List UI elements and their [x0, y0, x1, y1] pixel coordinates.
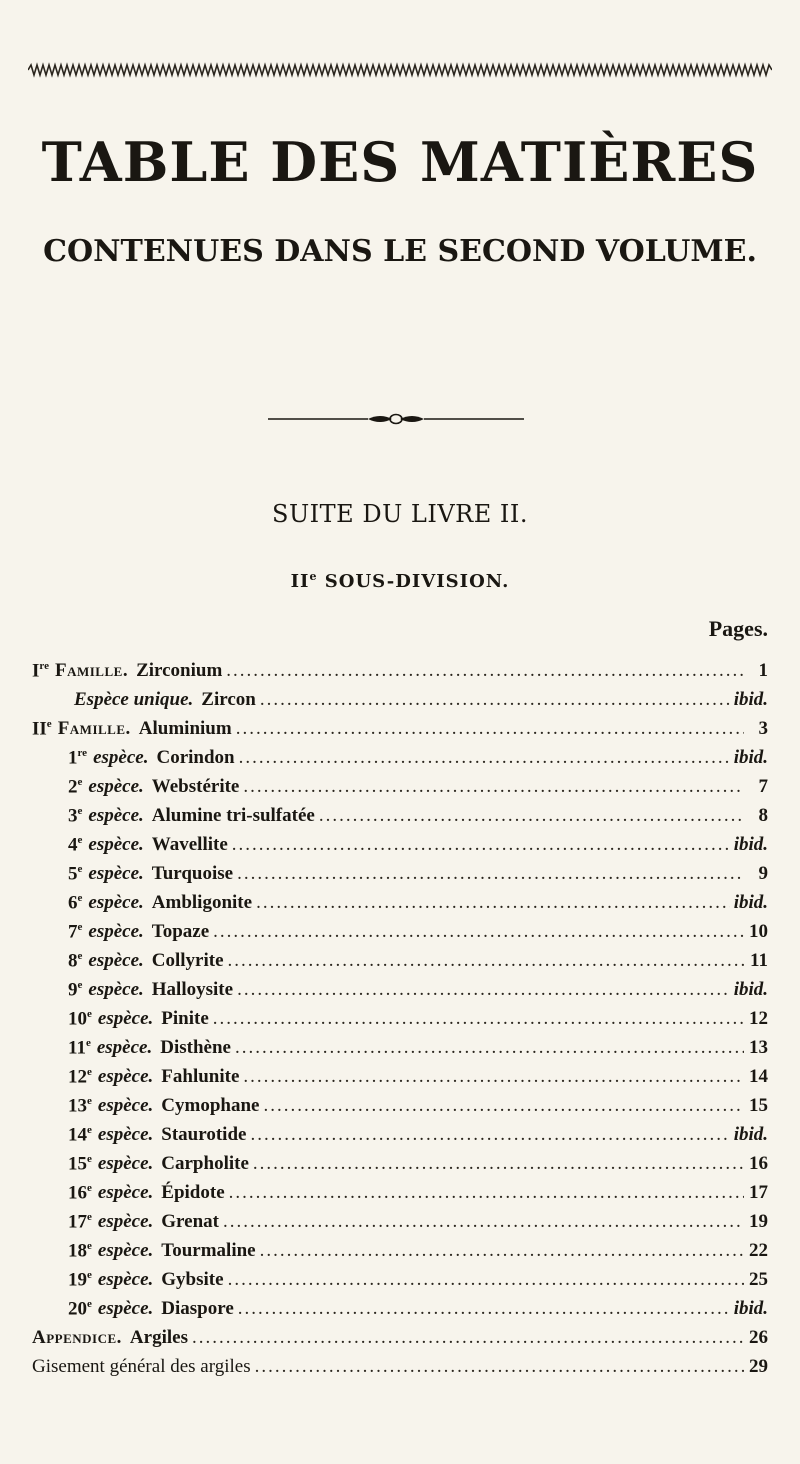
entry-ordinal — [68, 1095, 92, 1117]
entry-page-number: 8 — [758, 805, 768, 827]
entry-ordinal-number: 12 — [68, 1066, 87, 1088]
entry-page-number: 19 — [749, 1211, 768, 1233]
entry-ordinal-number: 20 — [68, 1298, 87, 1320]
entry-title: Tourmaline — [161, 1240, 256, 1262]
toc-entry — [32, 1124, 768, 1153]
top-ornament-rule — [28, 62, 772, 78]
entry-kind: espèce. — [88, 921, 144, 943]
toc-entry — [32, 1037, 768, 1066]
entry-kind: espèce. — [88, 979, 144, 1001]
entry-kind: espèce. — [88, 892, 144, 914]
dot-leader — [243, 776, 744, 798]
entry-title: Argiles — [129, 1327, 188, 1348]
entry-page-number: 1 — [758, 660, 768, 682]
entry-ordinal — [68, 805, 82, 827]
toc-entry — [32, 1327, 768, 1356]
entry-kind: espèce. — [96, 1037, 153, 1059]
toc-list — [32, 660, 768, 1385]
dot-leader — [250, 1124, 729, 1146]
entry-ordinal-suffix: e — [77, 834, 83, 846]
entry-ordinal-suffix: e — [87, 1182, 92, 1194]
entry-title: Disthène — [160, 1037, 231, 1059]
entry-ordinal-number: 16 — [68, 1182, 87, 1204]
entry-kind: espèce. — [97, 1008, 154, 1030]
entry-ordinal — [68, 1269, 92, 1291]
toc-entry — [32, 1211, 768, 1240]
entry-page-number: ibid. — [733, 892, 768, 914]
entry-page-number: 3 — [758, 718, 768, 740]
entry-page-number: 29 — [749, 1356, 768, 1377]
entry-ordinal — [68, 1124, 92, 1146]
dot-leader — [260, 689, 730, 711]
entry-title: Webstérite — [151, 776, 240, 798]
entry-ordinal — [68, 979, 82, 1001]
toc-entry — [32, 1240, 768, 1269]
entry-ordinal-suffix: e — [77, 979, 83, 991]
entry-ordinal-suffix: e — [85, 1037, 91, 1049]
entry-title: Turquoise — [151, 863, 234, 885]
toc-entry — [32, 892, 768, 921]
toc-entry — [32, 718, 768, 747]
entry-ordinal-suffix: e — [87, 1066, 92, 1078]
dot-leader — [213, 921, 744, 943]
dot-leader — [253, 1153, 744, 1175]
entry-ordinal — [68, 892, 82, 914]
entry-ordinal-number: 8 — [68, 950, 78, 972]
toc-entry — [32, 1182, 768, 1211]
entry-title: Wavellite — [151, 834, 228, 856]
entry-ordinal-suffix: e — [87, 1153, 92, 1165]
entry-ordinal — [68, 776, 82, 798]
dot-leader — [243, 1066, 744, 1088]
toc-entry — [32, 863, 768, 892]
entry-kind: espèce. — [88, 863, 144, 885]
toc-entry — [32, 805, 768, 834]
entry-page-number: 14 — [749, 1066, 768, 1088]
entry-ordinal — [68, 1298, 92, 1320]
entry-ordinal-number: 17 — [68, 1211, 87, 1233]
dot-leader — [236, 718, 744, 740]
subdivision-label: SOUS-DIVISION. — [324, 571, 510, 592]
entry-kind: espèce. — [88, 805, 144, 827]
entry-ordinal-number: 10 — [68, 1008, 87, 1030]
entry-kind: espèce. — [93, 747, 149, 769]
entry-ordinal — [68, 1240, 92, 1262]
entry-title: Carpholite — [161, 1153, 249, 1175]
entry-ordinal-suffix: e — [77, 805, 83, 817]
subdivision-number: II — [290, 571, 310, 592]
entry-title: Staurotide — [161, 1124, 247, 1146]
dot-leader — [256, 892, 730, 914]
entry-title: Grenat — [161, 1211, 219, 1233]
entry-page-number: 9 — [758, 863, 768, 885]
entry-title: Cymophane — [161, 1095, 260, 1117]
entry-ordinal-suffix: e — [87, 1211, 92, 1223]
entry-kind: espèce. — [88, 776, 144, 798]
toc-entry — [32, 1153, 768, 1182]
entry-title: Gybsite — [161, 1269, 224, 1291]
entry-kind: espèce. — [97, 1269, 154, 1291]
entry-ordinal-number: 14 — [68, 1124, 87, 1146]
entry-ordinal-number: 19 — [68, 1269, 87, 1291]
entry-ordinal-suffix: e — [77, 863, 83, 875]
entry-title: Alumine tri-sulfatée — [151, 805, 315, 827]
entry-page-number: ibid. — [733, 1124, 768, 1146]
entry-page-number: 11 — [750, 950, 768, 972]
toc-entry — [32, 950, 768, 979]
dot-leader — [263, 1095, 744, 1117]
entry-ordinal-number: 11 — [68, 1037, 86, 1059]
entry-ordinal-suffix: e — [46, 718, 52, 730]
toc-entry — [32, 1298, 768, 1327]
entry-title: Ambligonite — [151, 892, 253, 914]
entry-ordinal — [68, 1066, 92, 1088]
entry-ordinal-number: 3 — [68, 805, 78, 827]
entry-ordinal — [68, 863, 82, 885]
entry-kind: espèce. — [97, 1095, 154, 1117]
entry-ordinal — [68, 1037, 91, 1059]
entry-ordinal-suffix: e — [87, 1269, 92, 1281]
entry-kind: espèce. — [97, 1124, 154, 1146]
dot-leader — [228, 1269, 744, 1291]
toc-entry — [32, 1356, 768, 1385]
dot-leader — [238, 1298, 730, 1320]
entry-kind: espèce. — [97, 1211, 154, 1233]
dot-leader — [228, 950, 744, 972]
toc-entry — [32, 776, 768, 805]
toc-entry — [32, 747, 768, 776]
entry-ordinal-number: 1 — [68, 747, 78, 769]
dot-leader — [229, 1182, 744, 1204]
entry-page-number: ibid. — [733, 689, 768, 710]
entry-page-number: 16 — [749, 1153, 768, 1175]
entry-ordinal-suffix: e — [87, 1240, 92, 1252]
entry-ordinal — [32, 718, 52, 740]
entry-page-number: ibid. — [733, 747, 768, 769]
entry-ordinal-suffix: e — [77, 921, 83, 933]
entry-ordinal — [68, 921, 82, 943]
entry-ordinal-suffix: e — [87, 1124, 92, 1136]
entry-page-number: ibid. — [733, 834, 768, 856]
entry-ordinal-number: 13 — [68, 1095, 87, 1117]
entry-ordinal-suffix: e — [87, 1008, 92, 1020]
entry-ordinal — [68, 950, 82, 972]
entry-title: Zirconium — [136, 660, 223, 682]
dot-leader — [192, 1327, 744, 1349]
toc-entry — [32, 689, 768, 718]
entry-ordinal — [68, 1211, 92, 1233]
entry-page-number: ibid. — [733, 1298, 768, 1320]
dot-leader — [223, 1211, 744, 1233]
entry-title: Aluminium — [138, 718, 232, 740]
entry-ordinal-number: 7 — [68, 921, 78, 943]
page-subtitle: CONTENUES DANS LE SECOND VOLUME. — [43, 234, 757, 269]
toc-entry — [32, 1066, 768, 1095]
entry-page-number: 17 — [749, 1182, 768, 1204]
entry-page-number: 7 — [758, 776, 768, 798]
toc-entry — [32, 1269, 768, 1298]
entry-ordinal-number: 6 — [68, 892, 78, 914]
entry-kind: espèce. — [88, 834, 144, 856]
entry-ordinal-suffix: e — [87, 1095, 92, 1107]
entry-kind: Appendice. — [32, 1327, 122, 1348]
entry-kind: espèce. — [97, 1240, 154, 1262]
dot-leader — [235, 1037, 744, 1059]
entry-kind: espèce. — [97, 1182, 154, 1204]
dot-leader — [237, 863, 744, 885]
dot-leader — [226, 660, 744, 682]
entry-page-number: 26 — [749, 1327, 768, 1348]
dot-leader — [255, 1356, 744, 1378]
toc-entry — [32, 1095, 768, 1124]
entry-kind: Famille. — [54, 660, 129, 682]
entry-page-number: 22 — [749, 1240, 768, 1262]
entry-ordinal-suffix: e — [77, 950, 83, 962]
entry-ordinal — [32, 660, 49, 682]
entry-page-number: 13 — [749, 1037, 768, 1059]
ornamental-divider — [268, 412, 524, 426]
dot-leader — [260, 1240, 744, 1262]
toc-entry — [32, 979, 768, 1008]
entry-ordinal-number: 5 — [68, 863, 78, 885]
entry-ordinal-number: I — [32, 660, 40, 682]
entry-title: Pinite — [161, 1008, 209, 1030]
toc-entry — [32, 834, 768, 863]
toc-entry — [32, 1008, 768, 1037]
entry-kind: Espèce unique. — [74, 689, 194, 710]
entry-ordinal — [68, 1153, 92, 1175]
subdivision-ordinal: e — [309, 570, 318, 583]
entry-kind: espèce. — [97, 1153, 154, 1175]
entry-page-number: ibid. — [733, 979, 768, 1001]
entry-ordinal-number: 18 — [68, 1240, 87, 1262]
section-heading: SUITE DU LIVRE II. — [272, 500, 528, 528]
dot-leader — [232, 834, 730, 856]
entry-ordinal-suffix: re — [77, 747, 88, 759]
entry-ordinal-suffix: e — [77, 776, 83, 788]
entry-ordinal-suffix: e — [87, 1298, 92, 1310]
entry-ordinal — [68, 747, 87, 769]
entry-ordinal-number: 15 — [68, 1153, 87, 1175]
entry-title: Halloysite — [151, 979, 234, 1001]
entry-title: Zircon — [201, 689, 256, 710]
entry-title: Topaze — [151, 921, 210, 943]
entry-page-number: 25 — [749, 1269, 768, 1291]
entry-ordinal-number: 4 — [68, 834, 78, 856]
entry-title: Fahlunite — [161, 1066, 240, 1088]
entry-ordinal — [68, 1182, 92, 1204]
subdivision-heading — [0, 570, 800, 592]
entry-title: Corindon — [156, 747, 235, 769]
entry-page-number: 15 — [749, 1095, 768, 1117]
page-title: TABLE DES MATIÈRES — [41, 130, 759, 194]
dot-leader — [237, 979, 730, 1001]
entry-ordinal — [68, 1008, 92, 1030]
entry-page-number: 12 — [749, 1008, 768, 1030]
entry-title: Épidote — [161, 1182, 225, 1204]
entry-page-number: 10 — [749, 921, 768, 943]
entry-kind: espèce. — [88, 950, 144, 972]
entry-ordinal — [68, 834, 82, 856]
dot-leader — [213, 1008, 744, 1030]
toc-entry — [32, 921, 768, 950]
entry-kind: espèce. — [97, 1298, 154, 1320]
pages-column-header: Pages. — [708, 616, 768, 641]
entry-kind: Famille. — [57, 718, 131, 740]
entry-title: Collyrite — [151, 950, 224, 972]
entry-ordinal-number: 9 — [68, 979, 78, 1001]
entry-title: Gisement général des argiles — [32, 1356, 251, 1377]
entry-ordinal-suffix: re — [39, 660, 49, 672]
entry-title: Diaspore — [161, 1298, 234, 1320]
toc-entry — [32, 660, 768, 689]
entry-ordinal-suffix: e — [77, 892, 83, 904]
entry-kind: espèce. — [97, 1066, 154, 1088]
dot-leader — [239, 747, 730, 769]
entry-ordinal-number: 2 — [68, 776, 78, 798]
entry-ordinal-number: II — [32, 718, 47, 740]
dot-leader — [319, 805, 744, 827]
